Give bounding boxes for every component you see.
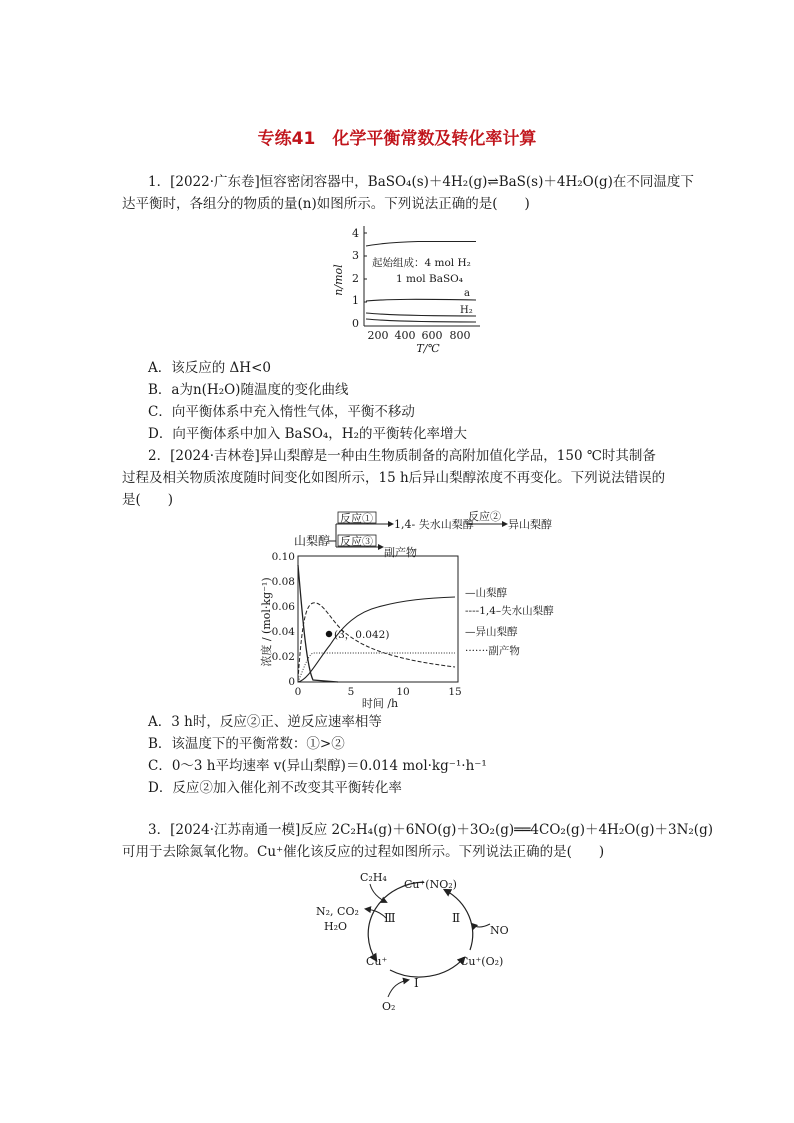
q2-stem-line3: 是( ) [122,492,174,508]
q1-option-c: C．向平衡体系中充入惰性气体，平衡不移动 [148,404,415,420]
q3-stem-line2: 可用于去除氮氧化物。Cu⁺催化该反应的过程如图所示。下列说法正确的是( ) [122,844,605,860]
q1-ytick: 3 [352,249,359,262]
q1-xtick: 200 [367,329,389,342]
scheme-side: 副产物 [384,546,417,559]
q2-option-d: D．反应②加入催化剂不改变其平衡转化率 [148,780,402,796]
q2-ytick: 0.04 [271,626,295,638]
q2-point-label: (3，0.042) [334,629,390,641]
q1-ytick: 0 [352,317,359,330]
cycle-right-species: Cu⁺(O₂) [460,955,504,968]
q2-stem-line2: 过程及相关物质浓度随时间变化如图所示，15 h后异山梨醇浓度不再变化。下列说法错误的 [122,470,666,486]
q1-curve-a [366,299,476,301]
q1-stem-line1: 1．[2022·广东卷]恒容密闭容器中，BaSO₄(s)＋4H₂(g)⇌BaS(s)＋4H₂O(g)在不同温度下 [148,174,694,190]
q2-stem-line1: 2．[2024·吉林卷]异山梨醇是一种由生物质制备的高附加值化学品，150 ℃时其制备 [148,448,656,464]
q2-ytick: 0 [288,676,295,688]
q2-chart [258,550,558,710]
q1-ytick: 1 [352,294,359,307]
q1-ytick: 2 [352,272,359,285]
scheme-r2: 反应② [468,510,501,523]
q1-stem-line2: 达平衡时，各组分的物质的量(n)如图所示。下列说法正确的是( ) [122,196,530,212]
q2-xtick: 10 [396,686,410,698]
scheme-end: 异山梨醇 [508,518,552,531]
cycle-left-species: Cu⁺ [366,955,388,968]
scheme-r1: 反应① [340,512,373,525]
q1-y-axis-label [332,264,345,296]
q1-note-1: 起始组成：4 mol H₂ [372,257,471,269]
cycle-arc-iii [368,882,424,960]
q1-label-h2: H₂ [460,305,473,316]
q2-legend-item: ·······副产物 [465,645,520,657]
q1-curve-bottom [366,319,476,322]
scheme-mid: 1,4- 失水山梨醇 [394,518,474,531]
q2-option-c: C．0～3 h平均速率 v(异山梨醇)＝0.014 mol·kg⁻¹·h⁻¹ [148,758,487,774]
cycle-top-species: Cu⁺(NO₂) [404,878,457,891]
q1-ytick: 4 [352,227,359,240]
q1-chart [328,220,528,358]
cycle-product-2: H₂O [324,920,348,933]
cycle-step-3: Ⅲ [384,911,396,925]
q2-option-b: B．该温度下的平衡常数：①>② [148,736,345,752]
q3-cycle-diagram [300,862,530,1017]
cycle-step-1: Ⅰ [414,976,419,990]
q3-stem-line1: 3．[2024·江苏南通一模]反应 2C₂H₄(g)＋6NO(g)＋3O₂(g)══4CO₂(g)＋4H₂O(g)＋3N₂(g) [148,822,713,838]
scheme-r3: 反应③ [340,535,373,548]
svg-text:浓度 / (mol·kg⁻¹): 浓度 / (mol·kg⁻¹) [260,577,273,667]
q2-ytick: 0.08 [271,576,295,588]
q1-xtick: 600 [421,329,443,342]
q2-xtick: 0 [294,686,302,698]
q1-label-a: a [464,288,470,299]
q2-option-a: A．3 h时，反应②正、逆反应速率相等 [148,714,382,730]
q1-xtick: 400 [394,329,416,342]
q2-curve-sorbitan [298,603,455,680]
cycle-c2h4: C₂H₄ [360,871,387,884]
cycle-arc-i [390,958,464,977]
q2-marked-point [326,631,332,637]
q2-ytick: 0.06 [271,601,295,613]
cycle-o2: O₂ [382,1000,396,1013]
q1-option-d: D．向平衡体系中加入 BaSO₄，H₂的平衡转化率增大 [148,426,467,442]
q2-legend-item: —异山梨醇 [465,626,518,638]
q2-ytick: 0.10 [271,551,295,563]
q2-legend-item: —山梨醇 [465,587,507,599]
q2-xtick: 15 [448,686,462,698]
page-title: 专练41 化学平衡常数及转化率计算 [257,129,537,149]
q1-option-b: B．a为n(H₂O)随温度的变化曲线 [148,382,349,398]
q2-legend-item: ----1,4–失水山梨醇 [465,605,554,617]
cycle-no: NO [490,924,509,937]
scheme-start: 山梨醇 [294,534,331,548]
cycle-product-1: N₂, CO₂ [316,905,359,918]
q2-ytick: 0.02 [271,651,295,663]
q1-curve-top [366,242,476,247]
cycle-step-2: Ⅱ [452,911,461,925]
q1-xtick: 800 [449,329,471,342]
q1-note-2: 1 mol BaSO₄ [396,273,463,285]
q2-x-axis-label: 时间 /h [361,697,399,710]
q2-xtick: 5 [347,686,355,698]
q1-option-a: A．该反应的 ΔH<0 [148,360,271,376]
q1-x-axis-label: T/℃ [416,342,440,355]
svg-text:n/mol: n/mol [332,264,345,296]
